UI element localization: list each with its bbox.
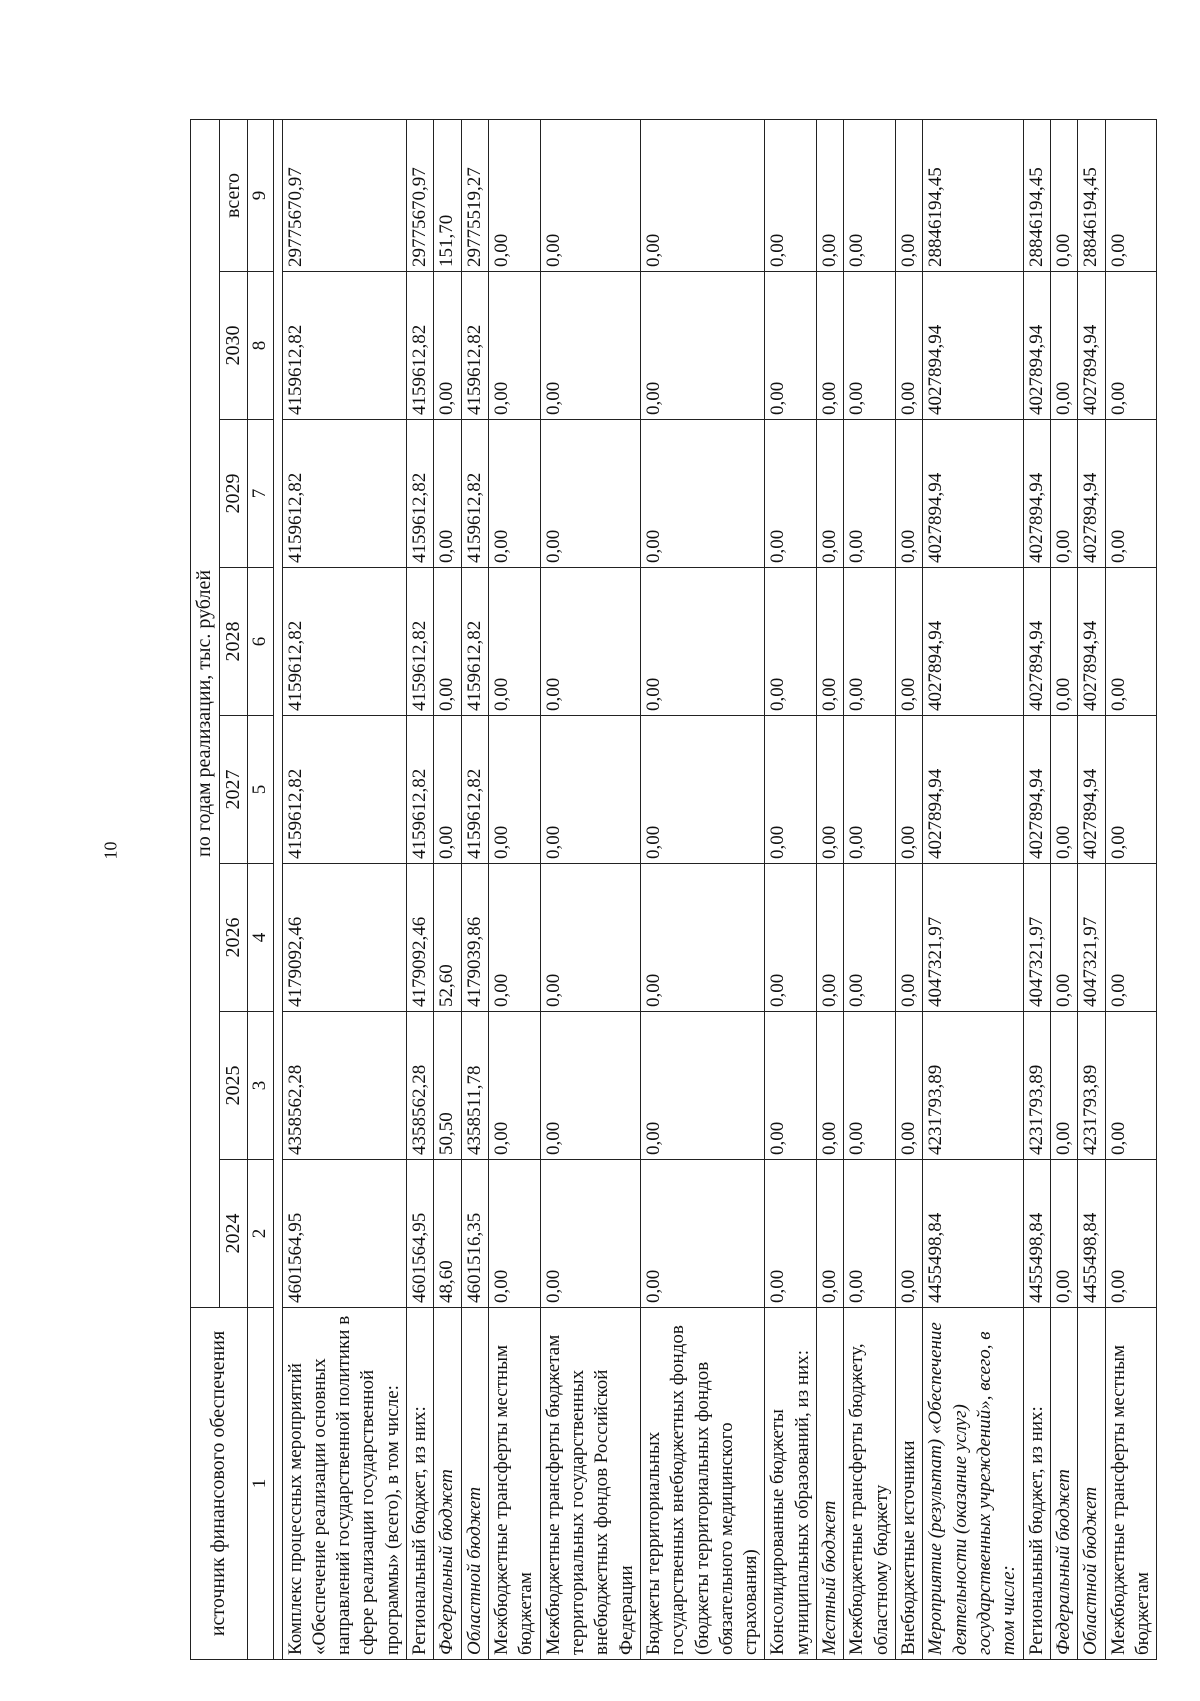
value-cell: 0,00: [434, 420, 461, 568]
value-cell: 4159612,82: [407, 716, 434, 864]
value-cell: 0,00: [817, 1012, 844, 1160]
value-cell: 0,00: [765, 568, 817, 716]
value-cell: 4027894,94: [1023, 272, 1050, 420]
value-cell: 0,00: [640, 864, 765, 1012]
rotated-sheet: [190, 120, 1153, 1660]
value-cell: 0,00: [844, 864, 896, 1012]
value-cell: 0,00: [540, 119, 640, 271]
value-cell: 0,00: [1050, 420, 1077, 568]
value-cell: 0,00: [817, 1160, 844, 1308]
year-header: 2030: [219, 272, 248, 420]
table-row: [817, 119, 844, 1659]
value-cell: 0,00: [765, 864, 817, 1012]
value-cell: 0,00: [844, 568, 896, 716]
table-row: [540, 119, 640, 1659]
value-cell: 4027894,94: [1078, 420, 1105, 568]
value-cell: 0,00: [765, 1012, 817, 1160]
value-cell: 0,00: [844, 1160, 896, 1308]
value-cell: 4047321,97: [1078, 864, 1105, 1012]
value-cell: 0,00: [1050, 272, 1077, 420]
row-label: Межбюджетные трансферты бюджетам территориальных государственных внебюджетных фондов Российской Федерации: [540, 1308, 640, 1660]
value-cell: 0,00: [817, 272, 844, 420]
value-cell: 0,00: [640, 568, 765, 716]
value-cell: 0,00: [765, 272, 817, 420]
value-cell: 0,00: [844, 272, 896, 420]
value-cell: 0,00: [1050, 1160, 1077, 1308]
row-label: Межбюджетные трансферты местным бюджетам: [1105, 1308, 1157, 1660]
value-cell: 0,00: [489, 420, 541, 568]
value-cell: 4047321,97: [1023, 864, 1050, 1012]
value-cell: 4179039,86: [461, 864, 488, 1012]
value-cell: 0,00: [640, 1012, 765, 1160]
column-number: 2: [248, 1160, 273, 1308]
value-cell: 4159612,82: [461, 568, 488, 716]
value-cell: 0,00: [489, 1160, 541, 1308]
column-number: 8: [248, 272, 273, 420]
table-row: [896, 119, 923, 1659]
value-cell: 0,00: [640, 1160, 765, 1308]
value-cell: 0,00: [817, 119, 844, 271]
value-cell: 0,00: [1105, 272, 1157, 420]
year-header: всего: [219, 119, 248, 271]
value-cell: 4027894,94: [1078, 272, 1105, 420]
value-cell: 0,00: [540, 716, 640, 864]
table-row: [489, 119, 541, 1659]
column-number: 1: [248, 1308, 273, 1660]
value-cell: 0,00: [896, 864, 923, 1012]
value-cell: 4601516,35: [461, 1160, 488, 1308]
budget-table: [190, 119, 1157, 1660]
row-label: Местный бюджет: [817, 1308, 844, 1660]
year-header: 2025: [219, 1012, 248, 1160]
value-cell: 4027894,94: [923, 272, 1023, 420]
value-cell: 0,00: [434, 272, 461, 420]
value-cell: 0,00: [1050, 119, 1077, 271]
row-label: Межбюджетные трансферты бюджету, областному бюджету: [844, 1308, 896, 1660]
value-cell: 0,00: [896, 420, 923, 568]
row-label: Региональный бюджет, из них:: [1023, 1308, 1050, 1660]
value-cell: 0,00: [817, 568, 844, 716]
value-cell: 0,00: [1105, 716, 1157, 864]
value-cell: 0,00: [844, 420, 896, 568]
value-cell: 0,00: [434, 568, 461, 716]
value-cell: 0,00: [489, 119, 541, 271]
value-cell: 0,00: [489, 716, 541, 864]
table-row: [434, 119, 461, 1659]
value-cell: 4159612,82: [407, 272, 434, 420]
value-cell: 4455498,84: [1023, 1160, 1050, 1308]
value-cell: 4179092,46: [282, 864, 407, 1012]
value-cell: 50,50: [434, 1012, 461, 1160]
value-cell: 0,00: [765, 716, 817, 864]
value-cell: 0,00: [1105, 420, 1157, 568]
value-cell: 0,00: [540, 568, 640, 716]
value-cell: 4601564,95: [407, 1160, 434, 1308]
row-label: Федеральный бюджет: [434, 1308, 461, 1660]
table-row: [461, 119, 488, 1659]
value-cell: 0,00: [765, 119, 817, 271]
value-cell: 28846194,45: [1078, 119, 1105, 271]
value-cell: 0,00: [1050, 568, 1077, 716]
year-header: 2026: [219, 864, 248, 1012]
value-cell: 0,00: [1105, 1012, 1157, 1160]
year-header: 2024: [219, 1160, 248, 1308]
column-number: 6: [248, 568, 273, 716]
value-cell: 0,00: [844, 119, 896, 271]
value-cell: 0,00: [896, 119, 923, 271]
row-label: Региональный бюджет, из них:: [407, 1308, 434, 1660]
table-row: [1078, 119, 1105, 1659]
row-label: Комплекс процессных мероприятий «Обеспечение реализации основных направлений государственной политики в сфере реализации государственной программы» (всего), в том числе:: [282, 1308, 407, 1660]
value-cell: 0,00: [640, 119, 765, 271]
value-cell: 0,00: [896, 1160, 923, 1308]
value-cell: 0,00: [896, 568, 923, 716]
row-label: Областной бюджет: [1078, 1308, 1105, 1660]
value-cell: 28846194,45: [1023, 119, 1050, 271]
table-row: [282, 119, 407, 1659]
value-cell: 4027894,94: [1023, 716, 1050, 864]
value-cell: 0,00: [640, 420, 765, 568]
value-cell: 0,00: [640, 272, 765, 420]
value-cell: 4159612,82: [461, 420, 488, 568]
table-row: [1023, 119, 1050, 1659]
value-cell: 4027894,94: [923, 716, 1023, 864]
value-cell: 0,00: [817, 716, 844, 864]
value-cell: 0,00: [640, 716, 765, 864]
year-header: 2027: [219, 716, 248, 864]
value-cell: 0,00: [896, 716, 923, 864]
value-cell: 0,00: [1105, 119, 1157, 271]
row-label: Внебюджетные источники: [896, 1308, 923, 1660]
row-label: Областной бюджет: [461, 1308, 488, 1660]
value-cell: 0,00: [1105, 864, 1157, 1012]
value-cell: 29775670,97: [407, 119, 434, 271]
value-cell: 4358562,28: [407, 1012, 434, 1160]
value-cell: 4455498,84: [923, 1160, 1023, 1308]
table-row: [407, 119, 434, 1659]
value-cell: 0,00: [1050, 1012, 1077, 1160]
value-cell: 4027894,94: [923, 420, 1023, 568]
value-cell: 0,00: [765, 420, 817, 568]
value-cell: 28846194,45: [923, 119, 1023, 271]
value-cell: 0,00: [1050, 864, 1077, 1012]
value-cell: 29775670,97: [282, 119, 407, 271]
value-cell: 0,00: [896, 272, 923, 420]
value-cell: 4159612,82: [282, 716, 407, 864]
page-number: 10: [100, 841, 121, 860]
column-number: 4: [248, 864, 273, 1012]
row-label: Федеральный бюджет: [1050, 1308, 1077, 1660]
value-cell: 0,00: [540, 864, 640, 1012]
value-cell: 0,00: [844, 716, 896, 864]
value-cell: 4231793,89: [1023, 1012, 1050, 1160]
value-cell: 4159612,82: [461, 272, 488, 420]
value-cell: 0,00: [844, 1012, 896, 1160]
row-label: Консолидированные бюджеты муниципальных образований, из них:: [765, 1308, 817, 1660]
value-cell: 0,00: [765, 1160, 817, 1308]
value-cell: 4159612,82: [407, 568, 434, 716]
year-header: 2029: [219, 420, 248, 568]
value-cell: 4027894,94: [1078, 568, 1105, 716]
value-cell: 0,00: [489, 568, 541, 716]
row-label: Мероприятие (результат) «Обеспечение деятельности (оказание услуг) государственных учреждений», всего, в том числе:: [923, 1308, 1023, 1660]
value-cell: 0,00: [817, 420, 844, 568]
value-cell: 4159612,82: [282, 420, 407, 568]
value-cell: 0,00: [1105, 568, 1157, 716]
value-cell: 4047321,97: [923, 864, 1023, 1012]
table-row: [844, 119, 896, 1659]
table-row: [1050, 119, 1077, 1659]
column-number: 5: [248, 716, 273, 864]
value-cell: 4455498,84: [1078, 1160, 1105, 1308]
value-cell: 4027894,94: [1078, 716, 1105, 864]
value-cell: 0,00: [489, 272, 541, 420]
value-cell: 4358562,28: [282, 1012, 407, 1160]
value-cell: 0,00: [540, 272, 640, 420]
value-cell: 4231793,89: [1078, 1012, 1105, 1160]
value-cell: 0,00: [896, 1012, 923, 1160]
value-cell: 0,00: [1050, 716, 1077, 864]
header-years-group: по годам реализации, тыс. рублей: [191, 119, 220, 1307]
value-cell: 0,00: [540, 420, 640, 568]
value-cell: 4027894,94: [923, 568, 1023, 716]
header-gap: [273, 119, 282, 1659]
value-cell: 151,70: [434, 119, 461, 271]
row-label: Межбюджетные трансферты местным бюджетам: [489, 1308, 541, 1660]
value-cell: 4027894,94: [1023, 420, 1050, 568]
value-cell: 0,00: [540, 1160, 640, 1308]
column-number: 3: [248, 1012, 273, 1160]
value-cell: 0,00: [817, 864, 844, 1012]
value-cell: 4159612,82: [282, 568, 407, 716]
value-cell: 0,00: [540, 1012, 640, 1160]
row-label: Бюджеты территориальных государственных внебюджетных фондов (бюджеты территориальных фондов обязательного медицинского страхования): [640, 1308, 765, 1660]
table-row: [640, 119, 765, 1659]
value-cell: 4601564,95: [282, 1160, 407, 1308]
value-cell: 0,00: [434, 716, 461, 864]
column-number: 7: [248, 420, 273, 568]
value-cell: 0,00: [489, 864, 541, 1012]
value-cell: 4358511,78: [461, 1012, 488, 1160]
value-cell: 0,00: [489, 1012, 541, 1160]
value-cell: 4231793,89: [923, 1012, 1023, 1160]
table-row: [765, 119, 817, 1659]
table-row: [923, 119, 1023, 1659]
value-cell: 48,60: [434, 1160, 461, 1308]
value-cell: 52,60: [434, 864, 461, 1012]
column-number: 9: [248, 119, 273, 271]
header-source: источник финансового обеспечения: [191, 1308, 248, 1660]
table-row: [1105, 119, 1157, 1659]
value-cell: 4159612,82: [282, 272, 407, 420]
value-cell: 4179092,46: [407, 864, 434, 1012]
value-cell: 4027894,94: [1023, 568, 1050, 716]
value-cell: 4159612,82: [407, 420, 434, 568]
value-cell: 0,00: [1105, 1160, 1157, 1308]
year-header: 2028: [219, 568, 248, 716]
value-cell: 4159612,82: [461, 716, 488, 864]
value-cell: 29775519,27: [461, 119, 488, 271]
